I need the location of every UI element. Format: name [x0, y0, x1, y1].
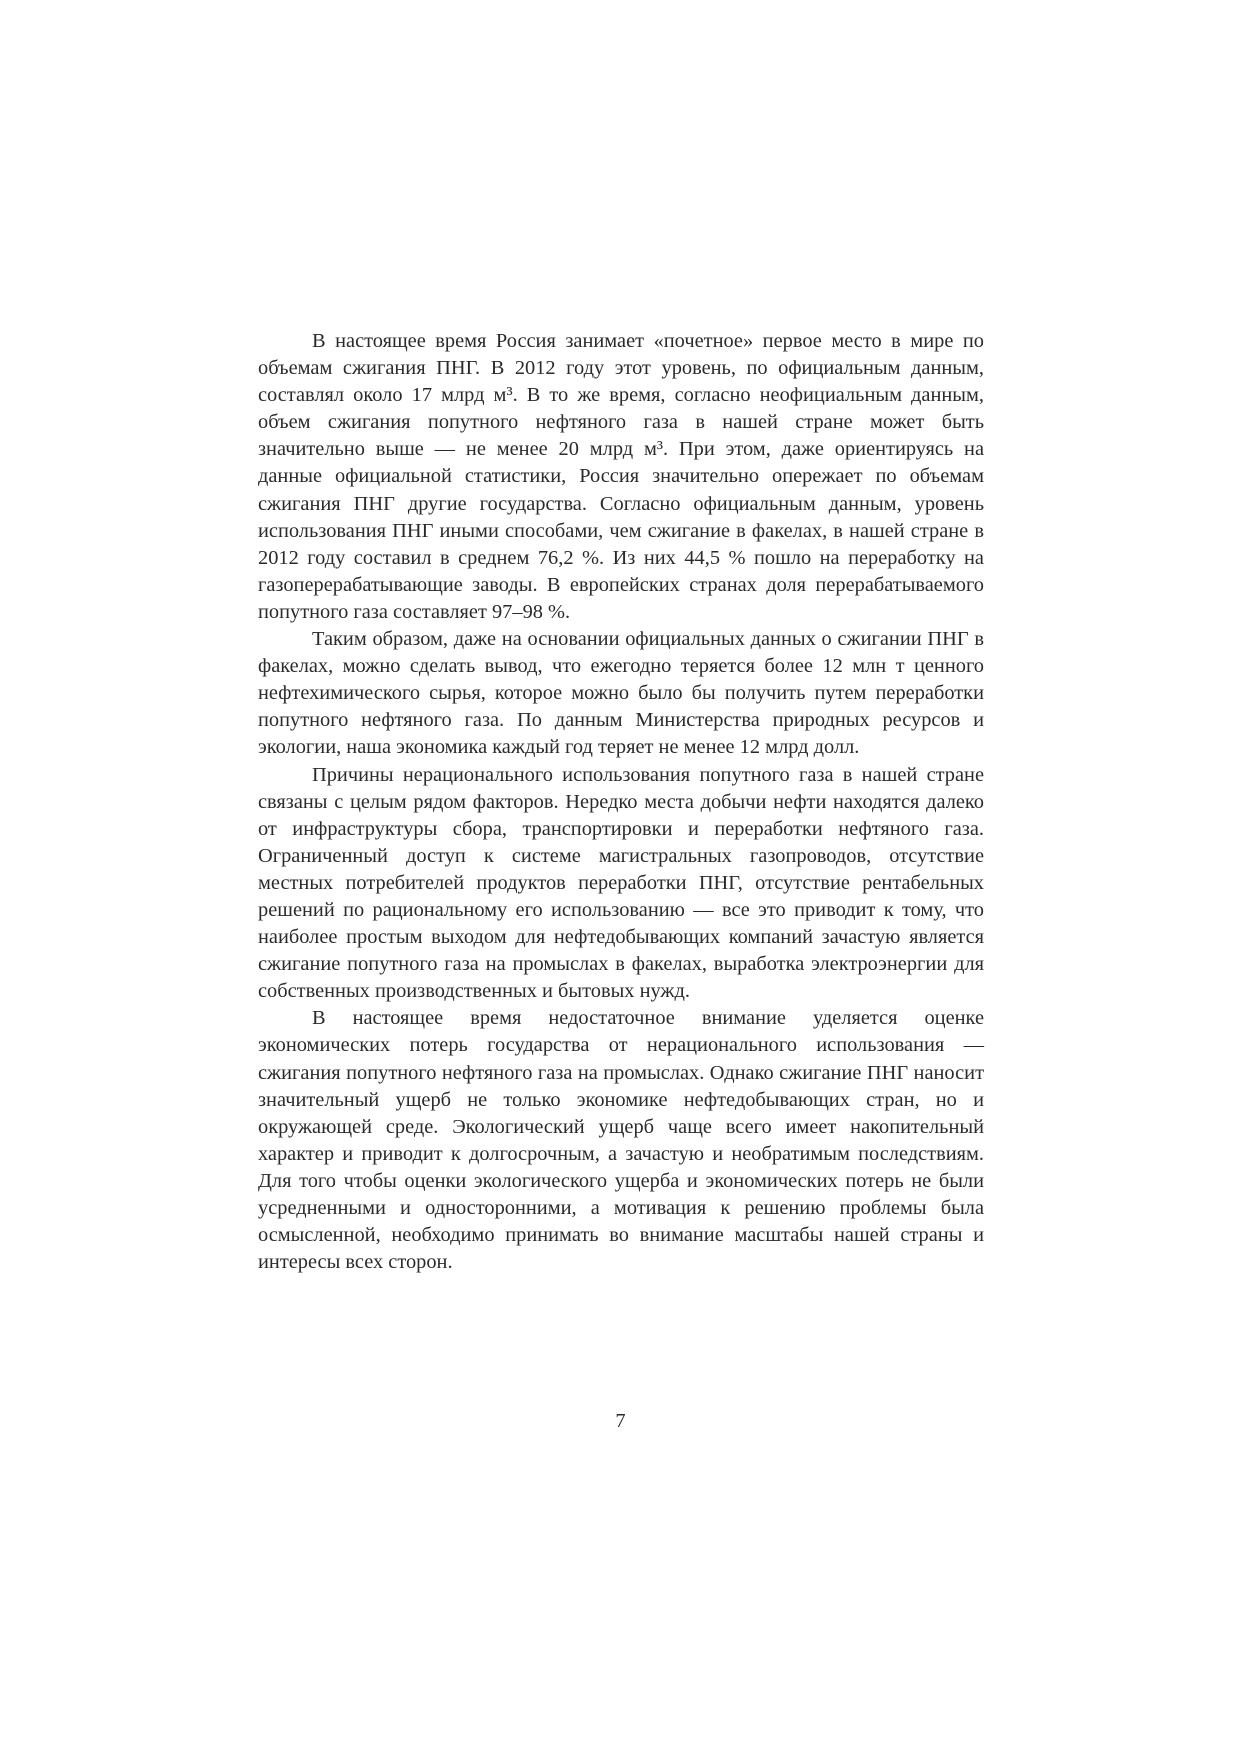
- paragraph-3: Причины нерационального использования попутного газа в нашей стране связаны с целым рядом факторов. Нередко места добычи нефти находятся далеко от инфраструктуры сбора, транспортировки и переработки нефтяного газа. Ограниченный доступ к системе магистральных газопроводов, отсутствие местных потребителей продуктов переработки ПНГ, отсутствие рентабельных решений по рациональному его использованию — все это приводит к тому, что наиболее простым выходом для нефтедобывающих компаний зачастую является сжигание попутного газа на промыслах в факелах, выработка электроэнергии для собственных производственных и бытовых нужд.: [258, 763, 984, 1003]
- page-number: 7: [615, 1410, 626, 1432]
- paragraph-4: В настоящее время недостаточное внимание уделяется оценке экономических потерь государства от нерационального использования — сжигания попутного нефтяного газа на промыслах. Однако сжигание ПНГ наносит значительный ущерб не только экономике нефтедобывающих стран, но и окружающей среде. Экологический ущерб чаще всего имеет накопительный характер и приводит к долгосрочным, а зачастую и необратимым последствиям. Для того чтобы оценки экологического ущерба и экономических потерь не были усредненными и односторонними, а мотивация к решению проблемы была осмысленной, необходимо принимать во внимание масштабы нашей страны и интересы всех сторон.: [258, 1007, 984, 1274]
- paragraph-1: В настоящее время Россия занимает «почетное» первое место в мире по объемам сжигания ПНГ. В 2012 году этот уровень, по официальным данным, составлял около 17 млрд м³. В то же время, согласно неофициальным данным, объем сжигания попутного нефтяного газа в нашей стране может быть значительно выше — не менее 20 млрд м³. При этом, даже ориентируясь на данные официальной статистики, Россия значительно опережает по объемам сжигания ПНГ другие государства. Согласно официальным данным, уровень использования ПНГ иными способами, чем сжигание в факелах, в нашей стране в 2012 году составил в среднем 76,2 %. Из них 44,5 % пошло на переработку на газоперерабатывающие заводы. В европейских странах доля перерабатываемого попутного газа составляет 97–98 %.: [258, 330, 984, 623]
- paragraph-2: Таким образом, даже на основании официальных данных о сжигании ПНГ в факелах, можно сделать вывод, что ежегодно теряется более 12 млн т ценного нефтехимического сырья, которое можно было бы получить путем переработки попутного нефтяного газа. По данным Министерства природных ресурсов и экологии, наша экономика каждый год теряет не менее 12 млрд долл.: [258, 628, 984, 759]
- body-text: [258, 328, 984, 1276]
